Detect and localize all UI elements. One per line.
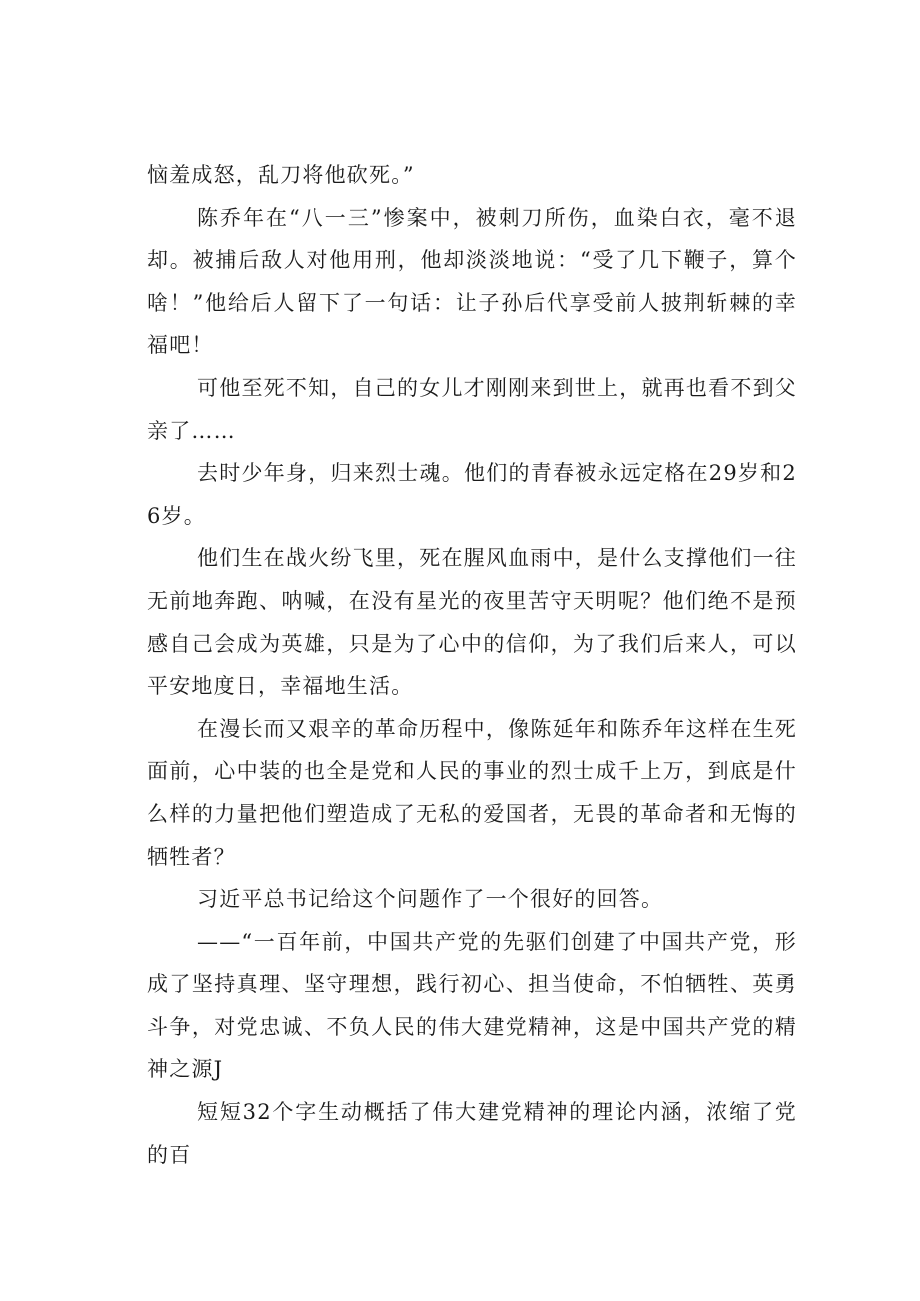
paragraph-8: ——“一百年前，中国共产党的先驱们创建了中国共产党，形成了坚持真理、坚守理想，践行初心、担当使命，不怕牺牲、英勇斗争，对党忠诚、不负人民的伟大建党精神，这是中国共产党的精神之源J [147,929,797,1082]
paragraph-7: 习近平总书记给这个问题作了一个很好的回答。 [197,887,664,912]
body-text [147,154,797,1176]
paragraph-1: 恼羞成怒，乱刀将他砍死。” [147,163,415,187]
paragraph-4: 去时少年身，归来烈士魂。他们的青春被永远定格在29岁和26岁。 [147,461,797,528]
paragraph-6: 在漫长而又艰辛的革命历程中，像陈延年和陈乔年这样在生死面前，心中装的也全是党和人民的事业的烈士成千上万，到底是什么样的力量把他们塑造成了无私的爱国者，无畏的革命者和无悔的牺牲者？ [147,716,797,869]
paragraph-2: 陈乔年在“八一三”惨案中，被刺刀所伤，血染白衣，毫不退却。被捕后敌人对他用刑，他却淡淡地说：“受了几下鞭子，算个啥！”他给后人留下了一句话：让子孙后代享受前人披荆斩棘的幸福吧！ [147,205,797,358]
paragraph-5: 他们生在战火纷飞里，死在腥风血雨中，是什么支撑他们一往无前地奔跑、呐喊，在没有星光的夜里苦守天明呢？他们绝不是预感自己会成为英雄，只是为了心中的信仰，为了我们后来人，可以平安地度日，幸福地生活。 [147,546,797,699]
paragraph-9: 短短32个字生动概括了伟大建党精神的理论内涵，浓缩了党的百 [147,1100,797,1167]
paragraph-3: 可他至死不知，自己的女儿才刚刚来到世上，就再也看不到父亲了…… [147,375,797,443]
